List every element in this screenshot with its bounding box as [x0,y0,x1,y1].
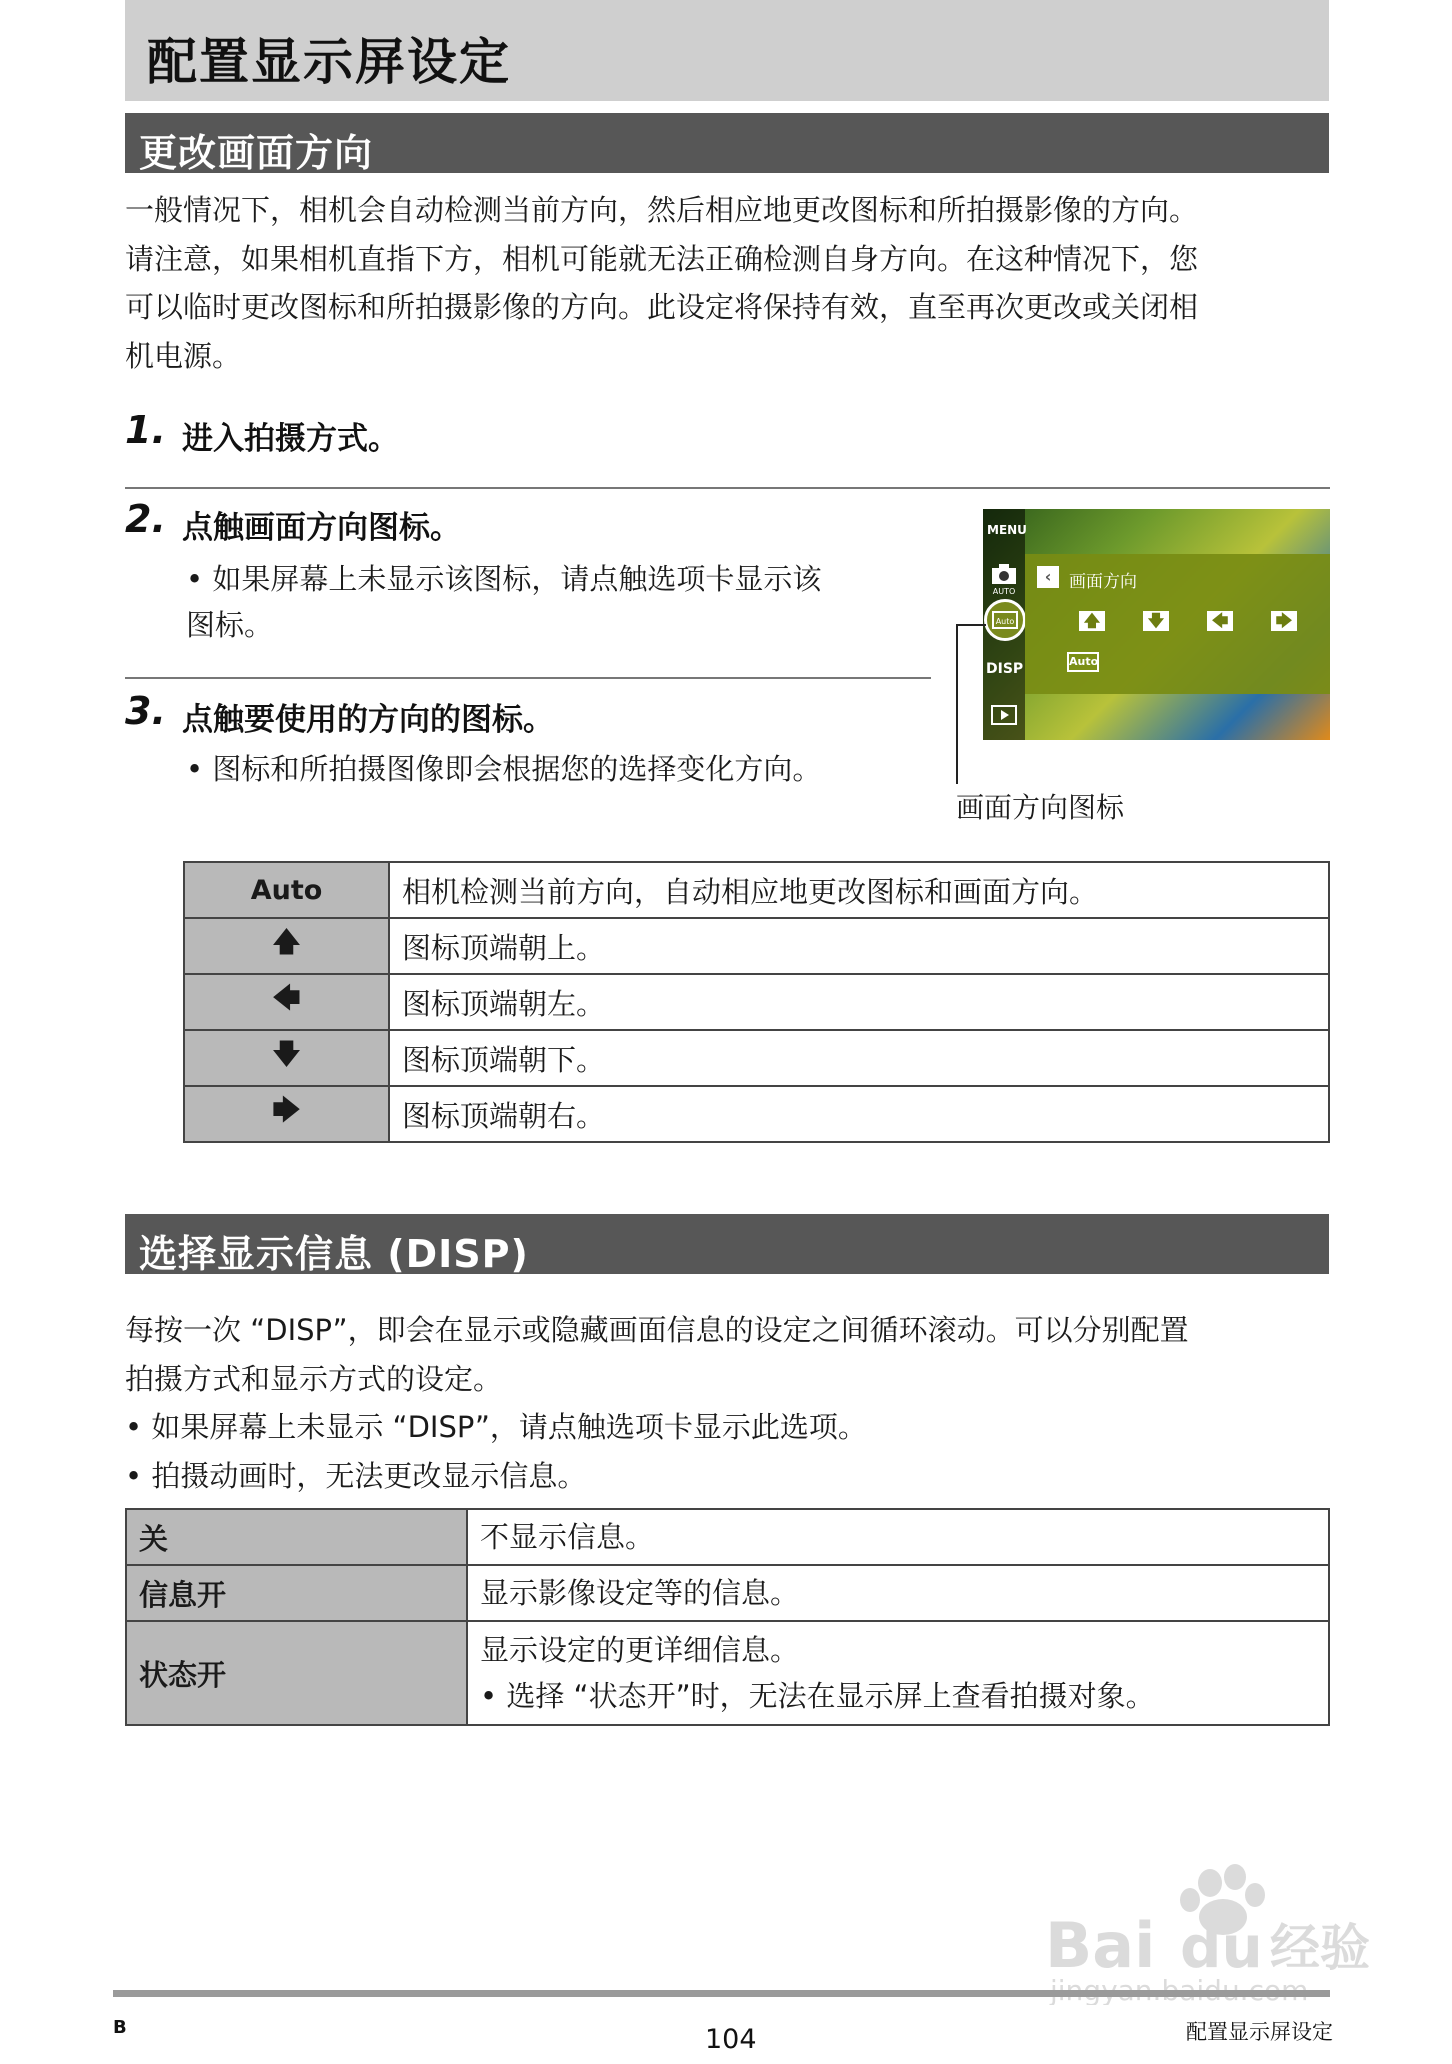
table-row [184,918,1329,974]
text-line: 每按一次 “DISP”，即会在显示或隐藏画面信息的设定之间循环滚动。可以分别配置 [125,1313,1189,1347]
arrow-up-icon: 🡅 [184,918,389,974]
step-text: 点触画面方向图标。 [182,510,461,546]
table-row [126,1509,1329,1565]
bullet-note [186,746,821,792]
arrow-left-icon: 🡄 [184,974,389,1030]
table-row [184,1030,1329,1086]
orientation-table [183,861,1330,1143]
text-line: 可以临时更改图标和所拍摄影像的方向。此设定将保持有效，直至再次更改或关闭相 [125,290,1199,324]
arrow-down-icon: 🡇 [184,1030,389,1086]
table-row [184,974,1329,1030]
disp-table [125,1508,1330,1726]
table-key: Auto [184,862,389,918]
page-title: 配置显示屏设定 [147,33,511,91]
divider [125,487,1330,489]
text-line: 请注意，如果相机直指下方，相机可能就无法正确检测自身方向。在这种情况下，您 [125,241,1199,276]
step-number: 3. [125,689,166,733]
section-heading: 更改画面方向 [139,131,374,175]
text-line: 一般情况下，相机会自动检测当前方向，然后相应地更改图标和所拍摄影像的方向。 [125,193,1199,227]
divider [125,677,931,679]
table-key: 关 [126,1509,467,1565]
arrow-up-icon[interactable]: 🡅 [1079,611,1105,631]
step-text: 点触要使用的方向的图标。 [182,702,554,738]
table-value: 不显示信息。 [467,1509,1329,1565]
auto-option-icon[interactable]: Auto [1067,652,1099,672]
table-row [184,1086,1329,1142]
section-heading: 选择显示信息 (DISP) [139,1232,529,1276]
footer-chapter: 配置显示屏设定 [1186,2020,1333,2044]
table-key: 信息开 [126,1565,467,1621]
footer-marker: B [113,2017,127,2038]
bullet-note [186,556,821,648]
arrow-down-icon[interactable]: 🡇 [1143,611,1169,631]
back-icon[interactable]: ‹ [1037,566,1059,588]
callout-line [956,624,986,626]
menu-tab[interactable]: MENU [987,523,1027,537]
table-row [184,862,1329,918]
svg-text:经验: 经验 [1270,1919,1370,1977]
table-value: 显示影像设定等的信息。 [467,1565,1329,1621]
table-row [126,1565,1329,1621]
text-line: 图标。 [186,608,274,642]
callout-caption: 画面方向图标 [956,791,1125,824]
title-bar [125,0,1329,101]
section-header-disp [125,1214,1329,1274]
table-key: 状态开 [126,1621,467,1725]
text-line: 显示设定的更详细信息。 [480,1633,800,1667]
step-number: 2. [125,497,166,541]
section-header-orientation [125,113,1329,173]
orientation-auto-icon[interactable] [984,599,1026,641]
table-value: 相机检测当前方向，自动相应地更改图标和画面方向。 [389,862,1329,918]
step-number: 1. [125,408,166,452]
table-value: 图标顶端朝右。 [389,1086,1329,1142]
table-value [467,1621,1329,1725]
text-line: 机电源。 [125,338,242,373]
svg-text:Auto: Auto [995,617,1015,626]
svg-text:du: du [1180,1913,1263,1981]
camera-screen-illustration [983,509,1330,740]
camera-icon[interactable] [990,562,1018,596]
bullet-note: • 选择 “状态开”时，无法在显示屏上查看拍摄对象。 [480,1679,1155,1713]
bullet-note: • 如果屏幕上未显示 “DISP”，请点触选项卡显示此选项。 [125,1410,867,1444]
arrow-right-icon: 🡆 [184,1086,389,1142]
bullet-note: • 拍摄动画时，无法更改显示信息。 [125,1458,587,1493]
table-row [126,1621,1329,1725]
callout-line [956,624,958,784]
arrow-right-icon[interactable]: 🡆 [1271,611,1297,631]
page-number: 104 [705,2024,757,2055]
text-line: • 如果屏幕上未显示该图标，请点触选项卡显示该 [186,562,822,596]
svg-text:AUTO: AUTO [992,587,1016,596]
step-text: 进入拍摄方式。 [182,421,399,457]
table-value: 图标顶端朝上。 [389,918,1329,974]
playback-icon[interactable] [991,705,1017,725]
svg-text:Bai: Bai [1045,1909,1156,1982]
table-value: 图标顶端朝下。 [389,1030,1329,1086]
orientation-panel [1025,554,1330,694]
text-line: • 图标和所拍摄图像即会根据您的选择变化方向。 [186,752,822,786]
footer-rule [113,1990,1330,1997]
panel-title: 画面方向 [1069,572,1137,592]
disp-intro-paragraph [125,1306,1335,1500]
baidu-watermark-logo [1040,1855,1380,2005]
disp-tab[interactable]: DISP [986,661,1024,677]
text-line: 拍摄方式和显示方式的设定。 [125,1361,503,1396]
intro-paragraph [125,186,1335,380]
arrow-left-icon[interactable]: 🡄 [1207,611,1233,631]
table-value: 图标顶端朝左。 [389,974,1329,1030]
